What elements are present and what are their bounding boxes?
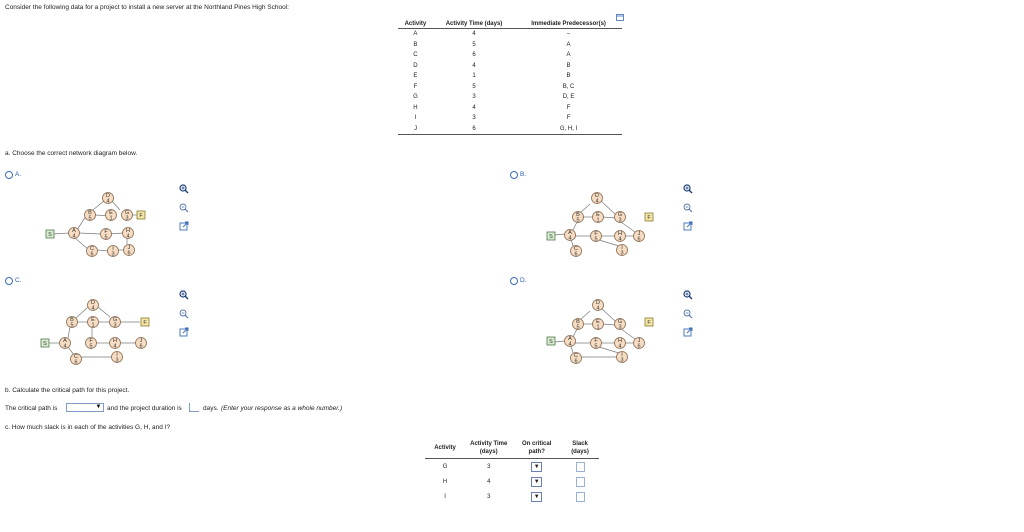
option-a-label[interactable]: A. xyxy=(15,171,22,178)
svg-text:I: I xyxy=(112,246,114,252)
svg-text:H: H xyxy=(618,231,622,237)
svg-text:D: D xyxy=(106,193,110,199)
svg-text:E: E xyxy=(109,210,113,216)
svg-text:3: 3 xyxy=(111,251,115,258)
duration-label: and the project duration is xyxy=(107,405,182,412)
svg-text:1: 1 xyxy=(596,324,600,331)
activity-table xyxy=(398,20,622,135)
svg-text:F: F xyxy=(594,338,598,344)
svg-text:B: B xyxy=(70,317,74,323)
zoom-out-icon[interactable] xyxy=(179,203,189,213)
popout-icon[interactable] xyxy=(683,327,693,337)
diagram-d xyxy=(545,295,655,371)
svg-text:B: B xyxy=(576,319,580,325)
svg-text:6: 6 xyxy=(90,251,94,258)
svg-text:5: 5 xyxy=(576,217,580,224)
svg-text:4: 4 xyxy=(91,305,95,312)
header-predecessors: Immediate Predecessor(s) xyxy=(515,20,622,29)
critical-path-dropdown[interactable] xyxy=(66,403,104,412)
slack-input-h[interactable] xyxy=(576,477,585,487)
svg-text:C: C xyxy=(90,246,94,252)
svg-text:I: I xyxy=(621,352,623,358)
critical-path-select-g[interactable] xyxy=(531,462,542,472)
zoom-out-icon[interactable] xyxy=(683,309,693,319)
svg-text:3: 3 xyxy=(115,357,119,364)
svg-text:4: 4 xyxy=(595,198,599,205)
svg-text:4: 4 xyxy=(568,341,572,348)
part-a-prompt: a. Choose the correct network diagram below. xyxy=(5,150,138,157)
svg-text:A: A xyxy=(63,338,67,344)
svg-text:1: 1 xyxy=(596,217,600,224)
diagram-a-finish: F xyxy=(139,213,143,219)
zoom-in-icon[interactable] xyxy=(683,184,693,194)
zoom-out-icon[interactable] xyxy=(683,203,693,213)
option-b-radio[interactable] xyxy=(510,171,518,179)
svg-text:3: 3 xyxy=(113,322,117,329)
popout-icon[interactable] xyxy=(179,327,189,337)
table-row: J 6 G, H, I xyxy=(398,124,622,135)
table-row: F 5 B, C xyxy=(413,83,575,90)
option-d-radio[interactable] xyxy=(510,277,518,285)
chevron-down-icon: ▼ xyxy=(533,493,540,500)
table-row: D 4 B xyxy=(413,62,571,69)
critical-path-select-i[interactable] xyxy=(531,492,542,502)
svg-text:B: B xyxy=(576,212,580,218)
svg-text:4: 4 xyxy=(63,343,67,350)
critical-path-label: The critical path is xyxy=(5,405,58,412)
header-activity-time: Activity Time (days) xyxy=(465,438,512,459)
svg-text:H: H xyxy=(126,228,130,234)
svg-text:C: C xyxy=(74,354,78,360)
diagram-c xyxy=(40,295,155,371)
svg-text:3: 3 xyxy=(125,215,129,222)
chevron-down-icon: ▼ xyxy=(533,463,540,470)
option-a-radio[interactable] xyxy=(5,171,13,179)
svg-text:5: 5 xyxy=(594,236,598,243)
svg-text:J: J xyxy=(139,338,143,344)
svg-text:5: 5 xyxy=(594,343,598,350)
slack-input-g[interactable] xyxy=(576,462,585,472)
svg-text:A: A xyxy=(568,230,572,236)
table-row: C 6 A xyxy=(413,52,571,58)
svg-text:5: 5 xyxy=(576,324,580,331)
critical-path-select-h[interactable] xyxy=(531,477,542,487)
svg-text:5: 5 xyxy=(70,322,74,329)
svg-text:1: 1 xyxy=(91,322,95,329)
table-row: E 1 B xyxy=(413,73,571,79)
slack-input-i[interactable] xyxy=(576,492,585,502)
diagram-a-start: S xyxy=(48,232,52,238)
svg-text:D: D xyxy=(596,300,600,306)
option-c-label[interactable]: C. xyxy=(15,277,22,284)
svg-text:6: 6 xyxy=(127,250,131,257)
zoom-in-icon[interactable] xyxy=(683,290,693,300)
diagram-b-start: S xyxy=(549,234,553,240)
intro-text: Consider the following data for a project to install a new server at the Northland Pines High School: xyxy=(5,4,289,11)
diagram-d-finish: F xyxy=(647,320,651,326)
header-activity-time: Activity Time (days) xyxy=(433,20,515,29)
svg-text:4: 4 xyxy=(113,343,117,350)
popout-icon[interactable] xyxy=(179,221,189,231)
svg-text:6: 6 xyxy=(574,358,578,365)
svg-text:3: 3 xyxy=(620,250,624,257)
svg-text:E: E xyxy=(596,319,600,325)
chevron-down-icon: ▼ xyxy=(533,478,540,485)
table-row: H 4 F xyxy=(413,104,571,111)
svg-text:B: B xyxy=(88,210,92,216)
zoom-in-icon[interactable] xyxy=(179,184,189,194)
svg-text:G: G xyxy=(112,317,118,323)
svg-text:4: 4 xyxy=(126,233,130,240)
table-row: G 3 D, E xyxy=(413,94,575,100)
svg-text:D: D xyxy=(91,300,95,306)
svg-text:1: 1 xyxy=(109,215,113,222)
svg-text:C: C xyxy=(574,246,578,252)
svg-text:J: J xyxy=(637,338,641,344)
svg-text:H: H xyxy=(618,338,622,344)
svg-text:6: 6 xyxy=(574,251,578,258)
svg-text:6: 6 xyxy=(637,236,641,243)
zoom-out-icon[interactable] xyxy=(179,309,189,319)
svg-text:J: J xyxy=(637,231,641,237)
header-activity: Activity xyxy=(398,20,433,29)
table-row: H 4 ▼ xyxy=(425,474,599,489)
svg-text:A: A xyxy=(72,228,76,234)
popout-icon[interactable] xyxy=(683,221,693,231)
chevron-down-icon: ▼ xyxy=(95,404,102,410)
svg-text:I: I xyxy=(116,352,118,358)
diagram-d-start: S xyxy=(549,339,553,345)
days-label: days. xyxy=(203,405,219,412)
part-b-prompt: b. Calculate the critical path for this project. xyxy=(5,387,130,394)
svg-text:4: 4 xyxy=(618,236,622,243)
svg-text:6: 6 xyxy=(74,359,78,366)
svg-text:E: E xyxy=(596,212,600,218)
table-row: B 5 A xyxy=(413,41,571,48)
diagram-b xyxy=(545,188,655,264)
table-row: G 3 ▼ xyxy=(425,459,599,475)
diagram-c-start: S xyxy=(43,341,47,347)
header-slack: Slack (days) xyxy=(561,438,599,459)
svg-text:4: 4 xyxy=(618,343,622,350)
svg-text:E: E xyxy=(91,317,95,323)
svg-text:6: 6 xyxy=(637,343,641,350)
svg-text:3: 3 xyxy=(618,324,622,331)
svg-text:F: F xyxy=(104,229,108,235)
svg-text:F: F xyxy=(594,231,598,237)
option-d-label[interactable]: D. xyxy=(520,277,527,284)
svg-text:4: 4 xyxy=(596,305,600,312)
header-activity: Activity xyxy=(425,438,465,459)
svg-text:4: 4 xyxy=(568,235,572,242)
slack-table xyxy=(425,438,599,504)
svg-text:A: A xyxy=(568,336,572,342)
svg-text:C: C xyxy=(574,353,578,359)
table-row: I 3 ▼ xyxy=(425,489,599,504)
svg-text:I: I xyxy=(621,245,623,251)
diagram-c-finish: F xyxy=(143,320,147,326)
svg-text:D: D xyxy=(595,193,599,199)
svg-text:G: G xyxy=(617,319,623,325)
svg-text:4: 4 xyxy=(106,198,110,205)
svg-text:3: 3 xyxy=(618,217,622,224)
header-on-critical-path: On critical path? xyxy=(512,438,561,459)
hint-text: (Enter your response as a whole number.) xyxy=(221,405,343,412)
option-b-label[interactable]: B. xyxy=(520,171,527,178)
svg-text:3: 3 xyxy=(620,357,624,364)
svg-text:6: 6 xyxy=(139,343,143,350)
svg-text:5: 5 xyxy=(88,215,92,222)
duration-input[interactable] xyxy=(189,403,199,412)
svg-text:5: 5 xyxy=(104,234,108,241)
svg-text:4: 4 xyxy=(72,233,76,240)
part-c-prompt: c. How much slack is in each of the activities G, H, and I? xyxy=(5,424,171,431)
table-row: I 3 F xyxy=(414,115,571,121)
svg-text:5: 5 xyxy=(89,343,93,350)
svg-text:J: J xyxy=(127,245,131,251)
svg-text:G: G xyxy=(617,212,623,218)
zoom-in-icon[interactable] xyxy=(179,290,189,300)
svg-text:G: G xyxy=(124,210,130,216)
diagram-b-finish: F xyxy=(647,215,651,221)
option-c-radio[interactable] xyxy=(5,277,13,285)
svg-text:H: H xyxy=(113,338,117,344)
table-row: A 4 – xyxy=(413,31,571,37)
diagram-a xyxy=(45,188,155,264)
svg-text:F: F xyxy=(89,338,93,344)
